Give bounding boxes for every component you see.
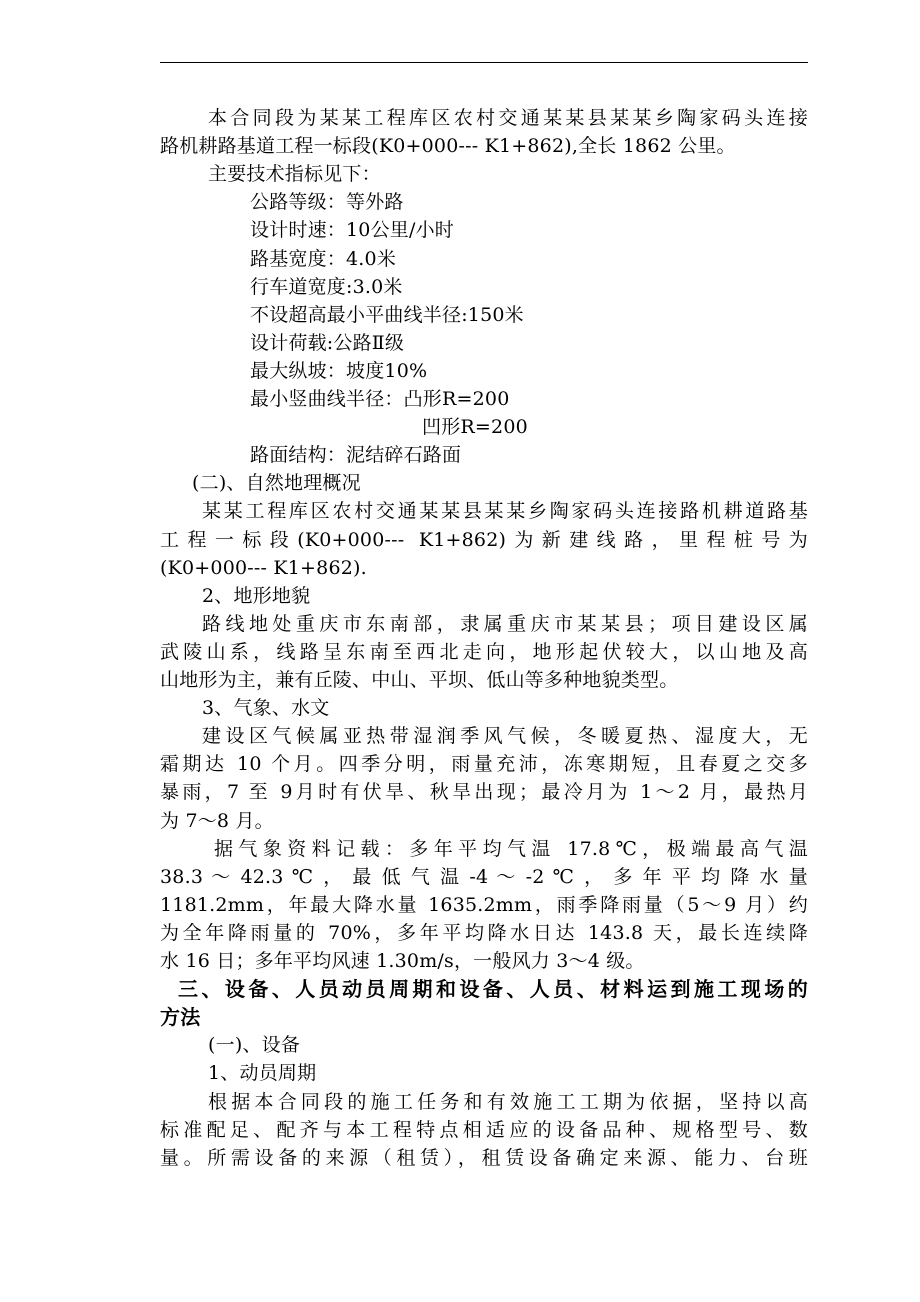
text-line: 1、动员周期 bbox=[208, 1062, 317, 1085]
text-line: (K0+000--- K1+862). bbox=[160, 556, 367, 579]
text-line: 武陵山系，线路呈东南至西北走向，地形起伏较大，以山地及高 bbox=[160, 640, 808, 663]
text-line: 2、地形地貌 bbox=[202, 584, 311, 607]
text-line: 路线地处重庆市东南部，隶属重庆市某某县；项目建设区属 bbox=[202, 612, 808, 635]
section-heading-line: 方法 bbox=[160, 1005, 201, 1030]
text-line: 霜期达 10 个月。四季分明，雨量充沛，冻寒期短，且春夏之交多 bbox=[160, 753, 808, 776]
text-line: 最大纵坡：坡度10% bbox=[250, 359, 428, 382]
text-line: (二)、自然地理概况 bbox=[192, 472, 361, 495]
text-line: 不设超高最小平曲线半径:150米 bbox=[250, 303, 524, 326]
text-line: 3、气象、水文 bbox=[202, 697, 330, 720]
text-line: 某某工程库区农村交通某某县某某乡陶家码头连接路机耕道路基 bbox=[202, 500, 808, 523]
text-line: 暴雨，7 至 9月时有伏旱、秋旱出现；最冷月为 1～2 月，最热月 bbox=[160, 781, 808, 804]
text-line: (一)、设备 bbox=[208, 1034, 301, 1057]
text-line: 最小竖曲线半径：凸形R=200 bbox=[250, 388, 510, 410]
text-line: 工程一标段(K0+000--- K1+862)为新建线路，里程桩号为 bbox=[160, 528, 808, 551]
text-line: 公路等级：等外路 bbox=[250, 191, 404, 214]
text-line: 建设区气候属亚热带湿润季风气候，冬暖夏热、湿度大，无 bbox=[202, 725, 808, 748]
text-line: 水 16 日；多年平均风速 1.30m/s，一般风力 3～4 级。 bbox=[160, 950, 645, 972]
text-line: 凹形R=200 bbox=[422, 416, 528, 439]
text-line: 根据本合同段的施工任务和有效施工工期为依据，坚持以高 bbox=[208, 1090, 808, 1113]
text-line: 主要技术指标见下： bbox=[208, 163, 381, 186]
text-line: 为全年降雨量的 70%，多年平均降水日达 143.8 天，最长连续降 bbox=[160, 921, 808, 944]
section-heading-line: 三、设备、人员动员周期和设备、人员、材料运到施工现场的 bbox=[178, 977, 808, 1002]
header-rule bbox=[160, 62, 808, 63]
text-line: 路基宽度：4.0米 bbox=[250, 247, 397, 270]
text-line: 标准配足、配齐与本工程特点相适应的设备品种、规格型号、数 bbox=[160, 1118, 808, 1141]
text-line: 量。所需设备的来源（租赁），租赁设备确定来源、能力、台班 bbox=[160, 1146, 808, 1169]
text-line: 设计时速：10公里/小时 bbox=[250, 219, 454, 242]
text-line: 设计荷载:公路Ⅱ级 bbox=[250, 331, 405, 354]
text-line: 1181.2mm，年最大降水量 1635.2mm，雨季降雨量（5～9 月）约 bbox=[160, 893, 808, 916]
text-line: 据气象资料记载：多年平均气温 17.8℃，极端最高气温 bbox=[214, 837, 808, 860]
text-line: 本合同段为某某工程库区农村交通某某县某某乡陶家码头连接 bbox=[208, 107, 808, 129]
text-line: 行车道宽度:3.0米 bbox=[250, 275, 403, 298]
text-line: 38.3 ～ 42.3 ℃ ， 最 低 气 温 -4 ～ -2 ℃ ， 多 年 平 均 降 水 量 bbox=[160, 865, 808, 888]
text-line: 山地形为主，兼有丘陵、中山、平坝、低山等多种地貌类型。 bbox=[160, 669, 679, 691]
text-line: 为 7～8 月。 bbox=[160, 809, 274, 832]
text-line: 路面结构：泥结碎石路面 bbox=[250, 444, 462, 467]
text-line: 路机耕路基道工程一标段(K0+000--- K1+862),全长 1862 公里。 bbox=[160, 135, 736, 158]
